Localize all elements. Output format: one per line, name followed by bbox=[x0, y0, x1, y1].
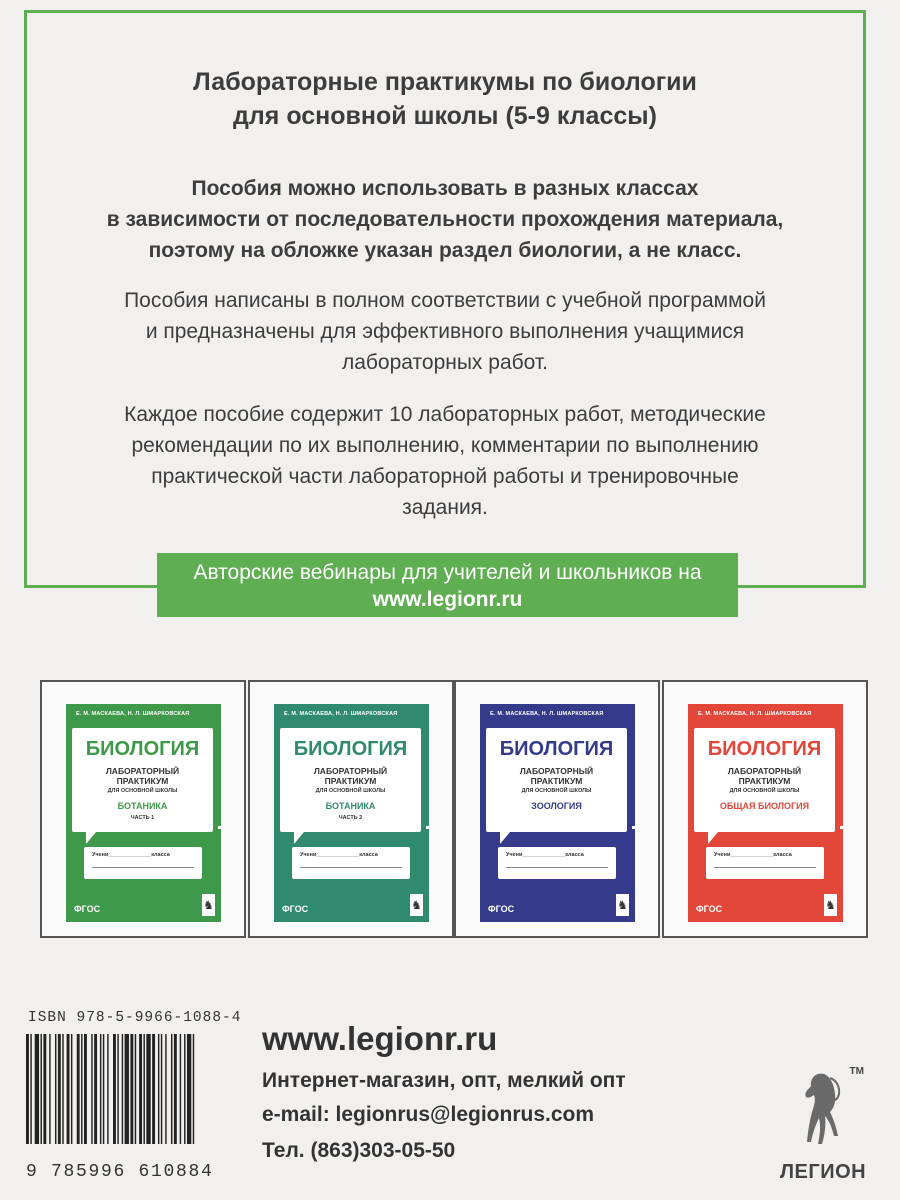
barcode-bar bbox=[94, 1034, 97, 1144]
barcode-bar bbox=[139, 1034, 142, 1144]
student-label: Учени______________класса bbox=[300, 852, 378, 858]
book-authors: Е. М. МАСКАЕВА, Н. Л. ШМАРКОВСКАЯ bbox=[284, 711, 398, 717]
book-part: ЧАСТЬ 1 bbox=[130, 815, 155, 821]
book-section: ОБЩАЯ БИОЛОГИЯ bbox=[719, 801, 810, 811]
barcode-bar bbox=[130, 1034, 133, 1144]
paragraph-line: и предназначены для эффективного выполнения учащимися bbox=[145, 320, 745, 343]
barcode-bar bbox=[81, 1034, 82, 1144]
book-subtitle-line: ЛАБОРАТОРНЫЙ bbox=[727, 766, 802, 776]
book-cover-frame bbox=[40, 680, 246, 938]
barcode-bar bbox=[58, 1034, 61, 1144]
book-subtitle bbox=[280, 766, 421, 786]
barcode-bar bbox=[26, 1034, 29, 1144]
cover-tab bbox=[840, 826, 846, 829]
barcode-bar bbox=[165, 1034, 166, 1144]
book-authors: Е. М. МАСКАЕВА, Н. Л. ШМАРКОВСКАЯ bbox=[490, 711, 604, 717]
barcode-bar bbox=[84, 1034, 87, 1144]
book-part: ЧАСТЬ 2 bbox=[338, 815, 363, 821]
barcode-bar bbox=[161, 1034, 162, 1144]
fgos-label: ФГОС bbox=[282, 904, 309, 914]
horse-icon bbox=[794, 1070, 854, 1154]
student-field bbox=[706, 847, 824, 879]
barcode-bar bbox=[113, 1034, 116, 1144]
book-title-bubble bbox=[486, 728, 627, 832]
barcode-bar bbox=[146, 1034, 150, 1144]
book-school-label: ДЛЯ ОСНОВНОЙ ШКОЛЫ bbox=[729, 788, 800, 794]
barcode-bar bbox=[67, 1034, 70, 1144]
barcode-bar bbox=[184, 1034, 185, 1144]
paragraph-line: Каждое пособие содержит 10 лабораторных работ, методические bbox=[124, 403, 766, 426]
barcode-bar bbox=[152, 1034, 155, 1144]
barcode-bar bbox=[125, 1034, 129, 1144]
info-title bbox=[27, 65, 863, 133]
book-subtitle-line: ЛАБОРАТОРНЫЙ bbox=[519, 766, 594, 776]
info-paragraph-1 bbox=[27, 173, 863, 266]
info-paragraph-2 bbox=[27, 285, 863, 378]
student-label: Учени______________класса bbox=[92, 852, 170, 858]
paragraph-line: практической части лабораторной работы и тренировочные bbox=[151, 465, 739, 488]
barcode-block bbox=[22, 1010, 250, 1182]
book-subtitle bbox=[72, 766, 213, 786]
barcode-bar bbox=[117, 1034, 118, 1144]
barcode-bar bbox=[180, 1034, 181, 1144]
barcode-image bbox=[22, 1034, 250, 1162]
barcode-bar bbox=[122, 1034, 123, 1144]
horse-icon: ♞ bbox=[202, 894, 215, 916]
book-title: БИОЛОГИЯ bbox=[499, 738, 614, 760]
shop-text: Интернет-магазин, опт, мелкий опт bbox=[262, 1069, 626, 1092]
student-field bbox=[498, 847, 616, 879]
barcode-bar bbox=[43, 1034, 46, 1144]
book-section: БОТАНИКА bbox=[325, 801, 376, 811]
barcode-bar bbox=[77, 1034, 80, 1144]
book-subtitle bbox=[694, 766, 835, 786]
banner-link[interactable]: www.legionr.ru bbox=[372, 588, 523, 611]
barcode-bar bbox=[71, 1034, 72, 1144]
barcode-bar bbox=[30, 1034, 31, 1144]
isbn-text: ISBN 978-5-9966-1088-4 bbox=[28, 1010, 242, 1026]
book-title: БИОЛОГИЯ bbox=[707, 738, 822, 760]
book-cover bbox=[66, 704, 221, 922]
info-box bbox=[24, 10, 866, 588]
book-school-label: ДЛЯ ОСНОВНОЙ ШКОЛЫ bbox=[107, 788, 178, 794]
book-title: БИОЛОГИЯ bbox=[85, 738, 200, 760]
book-subtitle bbox=[486, 766, 627, 786]
cover-tab bbox=[426, 826, 432, 829]
email-text: e-mail: legionrus@legionrus.com bbox=[262, 1103, 595, 1126]
book-title-bubble bbox=[694, 728, 835, 832]
paragraph-line: в зависимости от последовательности прохождения материала, bbox=[106, 208, 784, 231]
paragraph-line: задания. bbox=[402, 496, 488, 519]
barcode-bar bbox=[55, 1034, 56, 1144]
paragraph-line: Пособия написаны в полном соответствии с учебной программой bbox=[124, 289, 766, 312]
book-authors: Е. М. МАСКАЕВА, Н. Л. ШМАРКОВСКАЯ bbox=[698, 711, 812, 717]
student-line bbox=[92, 867, 194, 868]
webinar-banner bbox=[157, 553, 738, 617]
book-school-label: ДЛЯ ОСНОВНОЙ ШКОЛЫ bbox=[315, 788, 386, 794]
student-label: Учени______________класса bbox=[506, 852, 584, 858]
book-cover-frame bbox=[454, 680, 660, 938]
book-subtitle-line: ПРАКТИКУМ bbox=[530, 776, 583, 786]
paragraph-line: Пособия можно использовать в разных классах bbox=[191, 177, 699, 200]
publisher-name: ЛЕГИОН bbox=[780, 1161, 867, 1183]
book-section: БОТАНИКА bbox=[117, 801, 168, 811]
cover-tab bbox=[218, 826, 224, 829]
book-cover bbox=[688, 704, 843, 922]
barcode-bar bbox=[103, 1034, 104, 1144]
barcode-bar bbox=[107, 1034, 108, 1144]
fgos-label: ФГОС bbox=[74, 904, 101, 914]
barcode-bar bbox=[91, 1034, 92, 1144]
barcode-bar bbox=[193, 1034, 194, 1144]
horse-icon: ♞ bbox=[616, 894, 629, 916]
barcode-bar bbox=[49, 1034, 50, 1144]
student-line bbox=[506, 867, 608, 868]
book-subtitle-line: ЛАБОРАТОРНЫЙ bbox=[105, 766, 180, 776]
student-line bbox=[300, 867, 402, 868]
barcode-bar bbox=[62, 1034, 63, 1144]
student-line bbox=[714, 867, 816, 868]
book-title-bubble bbox=[72, 728, 213, 832]
title-line: Лабораторные практикумы по биологии bbox=[193, 68, 697, 96]
barcode-bar bbox=[187, 1034, 191, 1144]
phone-text: Тел. (863)303-05-50 bbox=[262, 1139, 456, 1162]
barcode-bar bbox=[158, 1034, 159, 1144]
book-cover bbox=[480, 704, 635, 922]
cover-tab bbox=[632, 826, 638, 829]
horse-icon: ♞ bbox=[410, 894, 423, 916]
trademark-mark: TM bbox=[849, 1066, 864, 1077]
book-subtitle-line: ЛАБОРАТОРНЫЙ bbox=[313, 766, 388, 776]
barcode-bar bbox=[100, 1034, 101, 1144]
book-school-label: ДЛЯ ОСНОВНОЙ ШКОЛЫ bbox=[521, 788, 592, 794]
barcode-bar bbox=[35, 1034, 39, 1144]
title-line: для основной школы (5-9 классы) bbox=[233, 102, 657, 130]
student-label: Учени______________класса bbox=[714, 852, 792, 858]
horse-icon: ♞ bbox=[824, 894, 837, 916]
book-cover-frame bbox=[248, 680, 454, 938]
book-cover-frame bbox=[662, 680, 868, 938]
student-field bbox=[84, 847, 202, 879]
barcode-bar bbox=[135, 1034, 136, 1144]
paragraph-line: рекомендации по их выполнению, комментарии по выполнению bbox=[131, 434, 759, 457]
book-subtitle-line: ПРАКТИКУМ bbox=[116, 776, 169, 786]
paragraph-line: лабораторных работ. bbox=[341, 351, 549, 374]
book-title-bubble bbox=[280, 728, 421, 832]
info-paragraph-3 bbox=[27, 399, 863, 523]
legion-logo bbox=[772, 1064, 892, 1184]
barcode-bar bbox=[41, 1034, 42, 1144]
book-title: БИОЛОГИЯ bbox=[293, 738, 408, 760]
book-subtitle-line: ПРАКТИКУМ bbox=[324, 776, 377, 786]
fgos-label: ФГОС bbox=[696, 904, 723, 914]
website-link[interactable]: www.legionr.ru bbox=[262, 1020, 498, 1057]
book-authors: Е. М. МАСКАЕВА, Н. Л. ШМАРКОВСКАЯ bbox=[76, 711, 190, 717]
paragraph-line: поэтому на обложке указан раздел биологии, а не класс. bbox=[148, 239, 742, 262]
book-section: ЗООЛОГИЯ bbox=[531, 801, 582, 811]
barcode-bar bbox=[171, 1034, 172, 1144]
banner-text: Авторские вебинары для учителей и школьников на bbox=[193, 561, 702, 584]
student-field bbox=[292, 847, 410, 879]
book-cover bbox=[274, 704, 429, 922]
barcode-bar bbox=[174, 1034, 177, 1144]
book-subtitle-line: ПРАКТИКУМ bbox=[738, 776, 791, 786]
fgos-label: ФГОС bbox=[488, 904, 515, 914]
barcode-number: 9 785996 610884 bbox=[26, 1162, 214, 1182]
barcode-bar bbox=[143, 1034, 144, 1144]
